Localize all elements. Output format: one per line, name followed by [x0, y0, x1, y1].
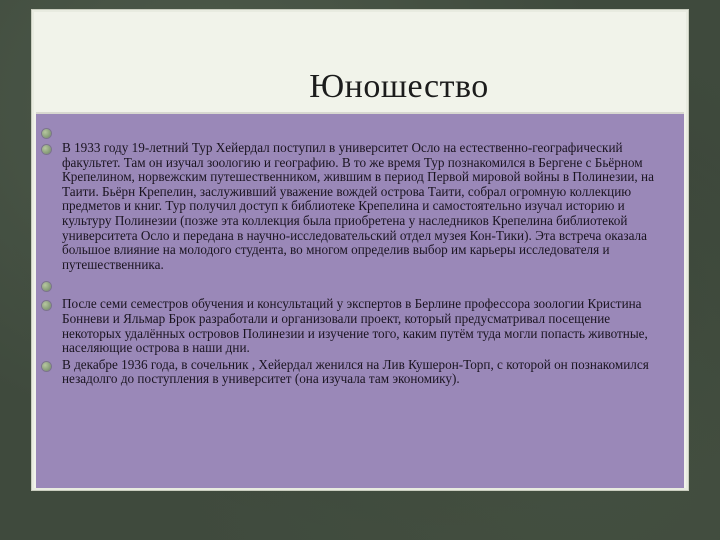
list-item [42, 358, 674, 387]
list-item [42, 297, 674, 355]
slide-title: Юношество [309, 68, 489, 105]
paragraph-text: В декабре 1936 года, в сочельник , Хейердал женился на Лив Кушерон-Торп, с которой он познакомился незадолго до поступления в университет (она изучала там экономику). [62, 356, 649, 387]
slide [34, 12, 686, 488]
bullet-icon [42, 145, 51, 154]
paragraph-text: В 1933 году 19-летний Тур Хейердал поступил в университет Осло на естественно-географический факультет. Там он изучал зоологию и географию. В то же время Тур познакомился в Бергене с Бьёрном Крепелином, норвежским путешественником, жившим в период Первой мировой войны в Полинезии, на Таити. Бьёрн Крепелин, заслуживший уважение вождей острова Таити, собрал огромную коллекцию предметов и книг. Тур получил доступ к библиотеке Крепелина и самостоятельно изучал историю и культуру Полинезии (позже эта коллекция была приобретена у наследников Крепелина библиотекой университета Осло и передана в научно-исследовательский отдел музея Кон-Тики). Эта встреча оказала большое влияние на молодого студента, во многом определив выбор им карьеры исследователя и путешественника. [62, 140, 654, 272]
paragraph-text: После семи семестров обучения и консультаций у экспертов в Берлине профессора зоологии Кристина Бонневи и Яльмар Брок разработали и организовали проект, который предусматривал посещение некоторых удалённых островов Полинезии и изучение того, каким путём туда могли попасть животные, населяющие острова в наши дни. [62, 296, 648, 356]
bullet-list [42, 125, 674, 387]
content-panel [36, 112, 684, 488]
bullet-icon [42, 362, 51, 371]
bullet-icon [42, 282, 51, 291]
bullet-icon [42, 301, 51, 310]
title-area [34, 12, 686, 108]
list-item [42, 278, 674, 294]
list-item [42, 141, 674, 272]
bullet-icon [42, 129, 51, 138]
list-item [42, 125, 674, 141]
